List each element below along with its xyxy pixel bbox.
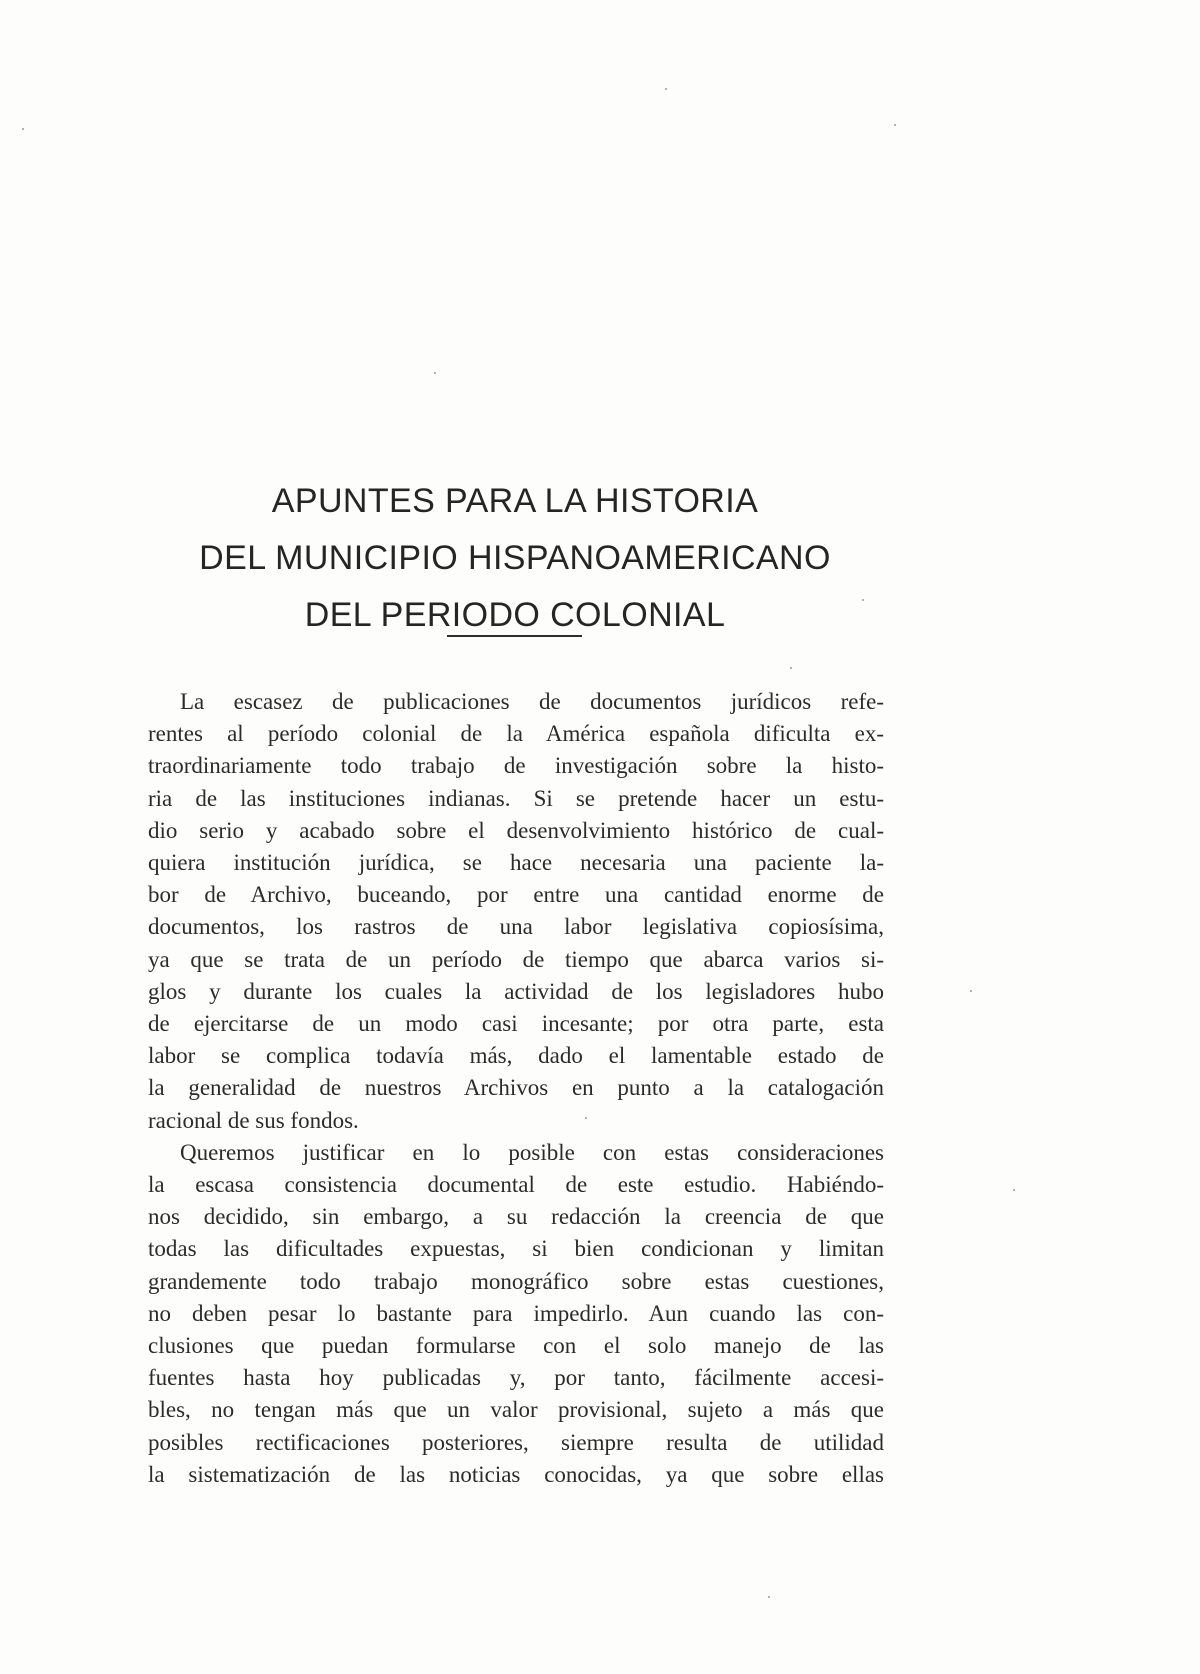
scan-speck <box>970 990 972 992</box>
text-line: posibles rectificaciones posteriores, siempre resulta de utilidad <box>148 1429 884 1455</box>
title-line-3: DEL PERIODO COLONIAL <box>304 596 726 634</box>
text-line: nos decidido, sin embargo, a su redacción la creencia de que <box>148 1204 884 1230</box>
paragraph-1 <box>148 686 884 1137</box>
text-line: bor de Archivo, buceando, por entre una cantidad enorme de <box>148 882 884 908</box>
text-line: glos y durante los cuales la actividad de los legisladores hubo <box>148 978 884 1004</box>
text-line: rentes al período colonial de la América española dificulta ex- <box>148 721 884 747</box>
text-line: fuentes hasta hoy publicadas y, por tanto, fácilmente accesi- <box>148 1365 884 1391</box>
document-title <box>150 473 880 644</box>
paragraph-2 <box>148 1137 884 1491</box>
text-line: La escasez de publicaciones de documentos jurídicos refe- <box>180 689 884 714</box>
scan-speck <box>434 372 436 374</box>
scan-speck <box>894 124 896 126</box>
text-line: no deben pesar lo bastante para impedirlo. Aun cuando las con- <box>148 1300 884 1326</box>
text-line: racional de sus fondos. <box>148 1107 359 1133</box>
text-line: dio serio y acabado sobre el desenvolvimiento histórico de cual- <box>148 817 884 843</box>
text-line: todas las dificultades expuestas, si bien condicionan y limitan <box>148 1236 884 1262</box>
text-line: bles, no tengan más que un valor provisional, sujeto a más que <box>148 1397 884 1423</box>
text-line: Queremos justificar en lo posible con estas consideraciones <box>180 1139 884 1165</box>
scan-speck <box>22 128 24 130</box>
text-line: la escasa consistencia documental de este estudio. Habiéndo- <box>148 1172 884 1198</box>
body-text <box>148 686 884 1491</box>
text-line: labor se complica todavía más, dado el lamentable estado de <box>148 1043 884 1069</box>
text-line: la generalidad de nuestros Archivos en punto a la catalogación <box>148 1075 884 1101</box>
title-divider <box>447 635 582 637</box>
text-line: grandemente todo trabajo monográfico sobre estas cuestiones, <box>148 1268 884 1294</box>
text-line: documentos, los rastros de una labor legislativa copiosísima, <box>148 914 884 940</box>
text-line: clusiones que puedan formularse con el solo manejo de las <box>148 1333 884 1359</box>
scan-speck <box>790 667 792 669</box>
text-line: de ejercitarse de un modo casi incesante; por otra parte, esta <box>148 1011 884 1037</box>
text-line: quiera institución jurídica, se hace necesaria una paciente la- <box>148 850 884 876</box>
scan-speck <box>768 1596 770 1598</box>
title-line-2: DEL MUNICIPIO HISPANOAMERICANO <box>199 539 831 577</box>
text-line: ria de las instituciones indianas. Si se pretende hacer un estu- <box>148 785 884 811</box>
text-line: la sistematización de las noticias conocidas, ya que sobre ellas <box>148 1461 884 1487</box>
scan-speck <box>1013 1189 1015 1191</box>
text-line: traordinariamente todo trabajo de investigación sobre la histo- <box>148 753 884 779</box>
title-line-1: APUNTES PARA LA HISTORIA <box>271 482 759 520</box>
scan-speck <box>665 88 667 90</box>
text-line: ya que se trata de un período de tiempo que abarca varios si- <box>148 946 884 972</box>
